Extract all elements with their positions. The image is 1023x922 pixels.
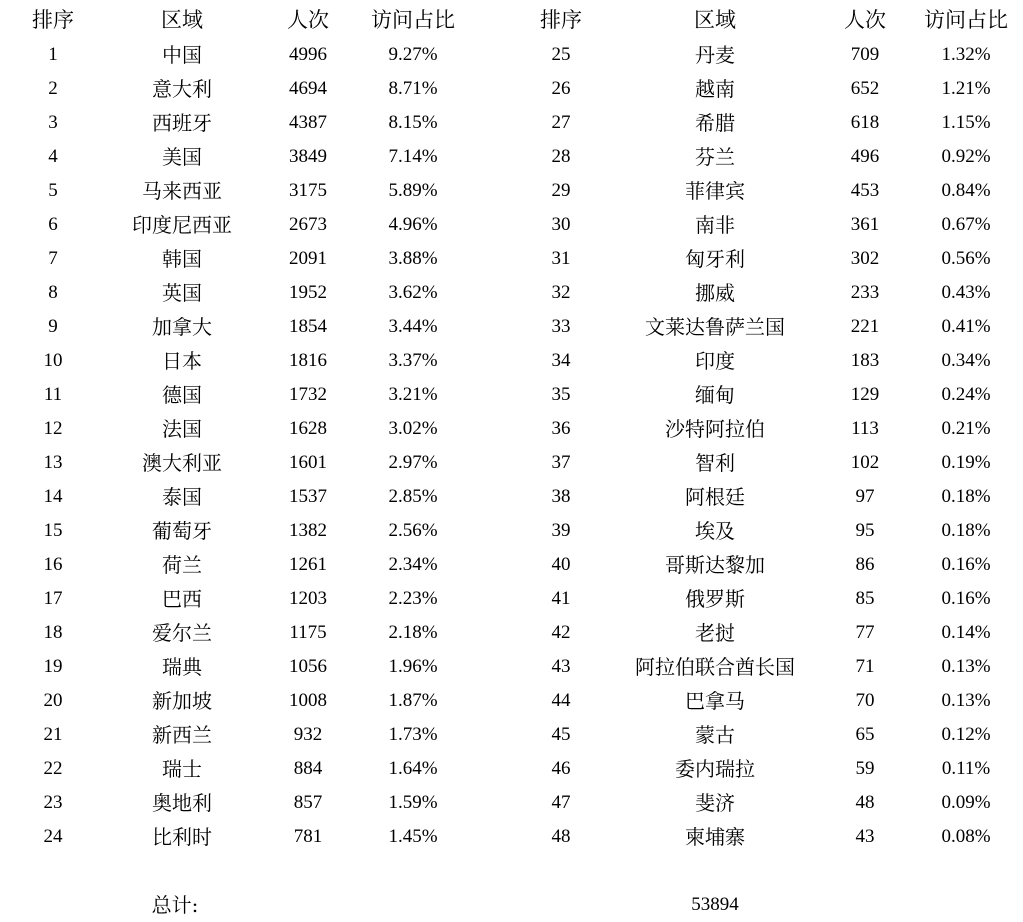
rank-cell: 9 [48, 316, 58, 337]
table-row [505, 684, 1023, 718]
rank-cell: 46 [551, 758, 571, 779]
count-cell: 709 [850, 44, 880, 65]
region-cell: 中国 [162, 43, 202, 67]
percent-cell: 0.67% [941, 214, 991, 235]
region-cell: 南非 [695, 213, 735, 237]
percent-cell: 2.56% [388, 520, 438, 541]
percent-cell: 0.16% [941, 554, 991, 575]
table-row [505, 140, 1023, 174]
percent-cell: 0.14% [941, 622, 991, 643]
region-cell: 西班牙 [152, 111, 212, 135]
percent-cell: 0.09% [941, 792, 991, 813]
total-value: 53894 [691, 894, 739, 915]
region-cell: 马来西亚 [142, 179, 222, 203]
rank-cell: 30 [551, 214, 571, 235]
table-row [505, 378, 1023, 412]
percent-cell: 0.08% [941, 826, 991, 847]
count-cell: 43 [855, 826, 875, 847]
header-rank: 排序 [540, 8, 582, 32]
percent-cell: 0.19% [941, 452, 991, 473]
region-cell: 新西兰 [152, 723, 212, 747]
rank-cell: 20 [43, 690, 63, 711]
count-cell: 3175 [289, 180, 327, 201]
region-cell: 阿根廷 [685, 485, 745, 509]
region-cell: 奥地利 [152, 791, 212, 815]
region-cell: 印度 [695, 349, 735, 373]
percent-cell: 1.15% [941, 112, 991, 133]
region-cell: 芬兰 [695, 145, 735, 169]
count-cell: 496 [850, 146, 880, 167]
table-row [505, 72, 1023, 106]
table-row [505, 242, 1023, 276]
count-cell: 302 [850, 248, 880, 269]
table-row [0, 140, 490, 174]
region-cell: 哥斯达黎加 [665, 553, 765, 577]
percent-cell: 0.41% [941, 316, 991, 337]
table-row [0, 412, 490, 446]
region-cell: 意大利 [152, 77, 212, 101]
rank-cell: 19 [43, 656, 63, 677]
count-cell: 86 [855, 554, 875, 575]
percent-cell: 0.92% [941, 146, 991, 167]
region-cell: 阿拉伯联合酋长国 [635, 655, 795, 679]
count-cell: 1008 [289, 690, 327, 711]
table-row [0, 38, 490, 72]
percent-cell: 1.87% [388, 690, 438, 711]
rank-cell: 8 [48, 282, 58, 303]
region-cell: 比利时 [152, 825, 212, 849]
percent-cell: 0.21% [941, 418, 991, 439]
table-row [0, 786, 490, 820]
region-cell: 巴拿马 [685, 689, 745, 713]
total-label: 总计: [151, 893, 199, 917]
rank-cell: 15 [43, 520, 63, 541]
region-cell: 澳大利亚 [142, 451, 222, 475]
count-cell: 1854 [289, 316, 327, 337]
count-cell: 71 [855, 656, 875, 677]
percent-cell: 0.12% [941, 724, 991, 745]
table-row [0, 582, 490, 616]
rank-cell: 24 [43, 826, 63, 847]
rank-cell: 41 [551, 588, 571, 609]
count-cell: 1732 [289, 384, 327, 405]
table-row [0, 480, 490, 514]
percent-cell: 1.32% [941, 44, 991, 65]
count-cell: 453 [850, 180, 880, 201]
rank-cell: 42 [551, 622, 571, 643]
count-cell: 1056 [289, 656, 327, 677]
rank-cell: 6 [48, 214, 58, 235]
rank-cell: 40 [551, 554, 571, 575]
rank-cell: 48 [551, 826, 571, 847]
table-row [0, 684, 490, 718]
count-cell: 1261 [289, 554, 327, 575]
rank-cell: 11 [43, 384, 63, 405]
rank-cell: 10 [43, 350, 63, 371]
count-cell: 618 [850, 112, 880, 133]
table-row [505, 310, 1023, 344]
percent-cell: 9.27% [388, 44, 438, 65]
header-count: 人次 [844, 8, 886, 32]
table-row [0, 514, 490, 548]
region-cell: 法国 [162, 417, 202, 441]
region-cell: 丹麦 [695, 43, 735, 67]
count-cell: 4694 [289, 78, 327, 99]
region-cell: 希腊 [695, 111, 735, 135]
table-row [0, 72, 490, 106]
percent-cell: 1.21% [941, 78, 991, 99]
table-row [0, 752, 490, 786]
table-row [0, 106, 490, 140]
table-row [505, 480, 1023, 514]
region-cell: 蒙古 [695, 723, 735, 747]
region-cell: 沙特阿拉伯 [665, 417, 765, 441]
table-body [0, 38, 490, 854]
count-cell: 97 [855, 486, 875, 507]
percent-cell: 3.62% [388, 282, 438, 303]
count-cell: 2673 [289, 214, 327, 235]
rank-cell: 36 [551, 418, 571, 439]
table-row [0, 310, 490, 344]
rank-cell: 21 [43, 724, 63, 745]
table-row [0, 650, 490, 684]
table-right [505, 0, 1023, 854]
count-cell: 361 [850, 214, 880, 235]
rank-cell: 32 [551, 282, 571, 303]
percent-cell: 4.96% [388, 214, 438, 235]
region-cell: 挪威 [695, 281, 735, 305]
region-cell: 巴西 [162, 587, 202, 611]
table-row [505, 38, 1023, 72]
region-cell: 葡萄牙 [152, 519, 212, 543]
table-row [505, 786, 1023, 820]
percent-cell: 0.13% [941, 656, 991, 677]
count-cell: 2091 [289, 248, 327, 269]
table-row [0, 820, 490, 854]
count-cell: 857 [293, 792, 323, 813]
rank-cell: 37 [551, 452, 571, 473]
table-row [0, 208, 490, 242]
percent-cell: 1.45% [388, 826, 438, 847]
rank-cell: 34 [551, 350, 571, 371]
region-cell: 斐济 [695, 791, 735, 815]
region-cell: 瑞典 [162, 655, 202, 679]
percent-cell: 3.37% [388, 350, 438, 371]
table-row [0, 378, 490, 412]
region-cell: 日本 [162, 349, 202, 373]
table-header [505, 0, 1023, 38]
table-body [505, 38, 1023, 854]
region-cell: 英国 [162, 281, 202, 305]
count-cell: 1382 [289, 520, 327, 541]
rank-cell: 27 [551, 112, 571, 133]
percent-cell: 2.97% [388, 452, 438, 473]
region-cell: 爱尔兰 [152, 621, 212, 645]
rank-cell: 33 [551, 316, 571, 337]
percent-cell: 0.43% [941, 282, 991, 303]
region-cell: 埃及 [695, 519, 735, 543]
percent-cell: 0.24% [941, 384, 991, 405]
table-row [505, 514, 1023, 548]
rank-cell: 3 [48, 112, 58, 133]
rank-cell: 13 [43, 452, 63, 473]
count-cell: 781 [293, 826, 323, 847]
rank-cell: 28 [551, 146, 571, 167]
rank-cell: 25 [551, 44, 571, 65]
count-cell: 129 [850, 384, 880, 405]
count-cell: 932 [293, 724, 323, 745]
table-row [505, 650, 1023, 684]
rank-cell: 2 [48, 78, 58, 99]
region-cell: 柬埔寨 [685, 825, 745, 849]
rank-cell: 35 [551, 384, 571, 405]
rank-cell: 31 [551, 248, 571, 269]
rank-cell: 14 [43, 486, 63, 507]
count-cell: 113 [851, 418, 879, 439]
rank-cell: 16 [43, 554, 63, 575]
rank-cell: 1 [48, 44, 58, 65]
table-row [0, 242, 490, 276]
header-percent: 访问占比 [924, 8, 1008, 32]
percent-cell: 7.14% [388, 146, 438, 167]
header-count: 人次 [287, 8, 329, 32]
header-rank: 排序 [32, 8, 74, 32]
table-left [0, 0, 490, 854]
percent-cell: 1.64% [388, 758, 438, 779]
percent-cell: 5.89% [388, 180, 438, 201]
count-cell: 1175 [289, 622, 327, 643]
count-cell: 77 [855, 622, 875, 643]
table-row [505, 174, 1023, 208]
percent-cell: 3.88% [388, 248, 438, 269]
percent-cell: 2.18% [388, 622, 438, 643]
region-cell: 加拿大 [152, 315, 212, 339]
count-cell: 884 [293, 758, 323, 779]
rank-cell: 4 [48, 146, 58, 167]
table-row [505, 582, 1023, 616]
table-row [505, 718, 1023, 752]
percent-cell: 1.73% [388, 724, 438, 745]
header-region: 区域 [161, 8, 203, 32]
rank-cell: 7 [48, 248, 58, 269]
rank-cell: 38 [551, 486, 571, 507]
rank-cell: 12 [43, 418, 63, 439]
percent-cell: 0.84% [941, 180, 991, 201]
region-cell: 智利 [695, 451, 735, 475]
table-header [0, 0, 490, 38]
table-row [0, 548, 490, 582]
rank-cell: 44 [551, 690, 571, 711]
rank-cell: 47 [551, 792, 571, 813]
rank-cell: 29 [551, 180, 571, 201]
table-row [0, 446, 490, 480]
region-cell: 韩国 [162, 247, 202, 271]
percent-cell: 2.23% [388, 588, 438, 609]
table-row [0, 344, 490, 378]
rank-cell: 22 [43, 758, 63, 779]
region-cell: 老挝 [695, 621, 735, 645]
percent-cell: 2.34% [388, 554, 438, 575]
region-cell: 印度尼西亚 [132, 213, 232, 237]
percent-cell: 0.34% [941, 350, 991, 371]
table-row [0, 276, 490, 310]
count-cell: 70 [855, 690, 875, 711]
table-row [505, 344, 1023, 378]
count-cell: 65 [855, 724, 875, 745]
rank-cell: 39 [551, 520, 571, 541]
table-row [505, 412, 1023, 446]
count-cell: 59 [855, 758, 875, 779]
rank-cell: 23 [43, 792, 63, 813]
region-cell: 缅甸 [695, 383, 735, 407]
percent-cell: 0.56% [941, 248, 991, 269]
region-cell: 泰国 [162, 485, 202, 509]
count-cell: 1952 [289, 282, 327, 303]
table-row [505, 752, 1023, 786]
percent-cell: 0.16% [941, 588, 991, 609]
count-cell: 4387 [289, 112, 327, 133]
count-cell: 48 [855, 792, 875, 813]
count-cell: 1601 [289, 452, 327, 473]
table-row [505, 106, 1023, 140]
region-cell: 委内瑞拉 [675, 757, 755, 781]
count-cell: 1628 [289, 418, 327, 439]
table-row [0, 616, 490, 650]
header-region: 区域 [694, 8, 736, 32]
count-cell: 1203 [289, 588, 327, 609]
rank-cell: 45 [551, 724, 571, 745]
region-cell: 荷兰 [162, 553, 202, 577]
table-row [505, 276, 1023, 310]
percent-cell: 0.11% [941, 758, 991, 779]
table-row [0, 174, 490, 208]
region-cell: 德国 [162, 383, 202, 407]
count-cell: 85 [855, 588, 875, 609]
region-cell: 瑞士 [162, 757, 202, 781]
percent-cell: 3.02% [388, 418, 438, 439]
count-cell: 102 [850, 452, 880, 473]
percent-cell: 0.13% [941, 690, 991, 711]
count-cell: 4996 [289, 44, 327, 65]
region-cell: 菲律宾 [685, 179, 745, 203]
count-cell: 1537 [289, 486, 327, 507]
percent-cell: 1.96% [388, 656, 438, 677]
header-percent: 访问占比 [371, 8, 455, 32]
region-cell: 美国 [162, 145, 202, 169]
region-cell: 俄罗斯 [685, 587, 745, 611]
table-row [0, 718, 490, 752]
region-cell: 越南 [695, 77, 735, 101]
count-cell: 3849 [289, 146, 327, 167]
region-cell: 匈牙利 [685, 247, 745, 271]
count-cell: 1816 [289, 350, 327, 371]
rank-cell: 18 [43, 622, 63, 643]
table-row [505, 548, 1023, 582]
count-cell: 95 [855, 520, 875, 541]
region-cell: 新加坡 [152, 689, 212, 713]
table-row [505, 446, 1023, 480]
percent-cell: 3.21% [388, 384, 438, 405]
rank-cell: 17 [43, 588, 63, 609]
rank-cell: 5 [48, 180, 58, 201]
count-cell: 233 [850, 282, 880, 303]
percent-cell: 1.59% [388, 792, 438, 813]
table-row [505, 208, 1023, 242]
percent-cell: 3.44% [388, 316, 438, 337]
rank-cell: 43 [551, 656, 571, 677]
rank-cell: 26 [551, 78, 571, 99]
count-cell: 183 [850, 350, 880, 371]
region-cell: 文莱达鲁萨兰国 [645, 315, 785, 339]
percent-cell: 8.71% [388, 78, 438, 99]
percent-cell: 8.15% [388, 112, 438, 133]
percent-cell: 2.85% [388, 486, 438, 507]
percent-cell: 0.18% [941, 520, 991, 541]
count-cell: 652 [850, 78, 880, 99]
table-row [505, 616, 1023, 650]
count-cell: 221 [850, 316, 880, 337]
table-row [505, 820, 1023, 854]
percent-cell: 0.18% [941, 486, 991, 507]
